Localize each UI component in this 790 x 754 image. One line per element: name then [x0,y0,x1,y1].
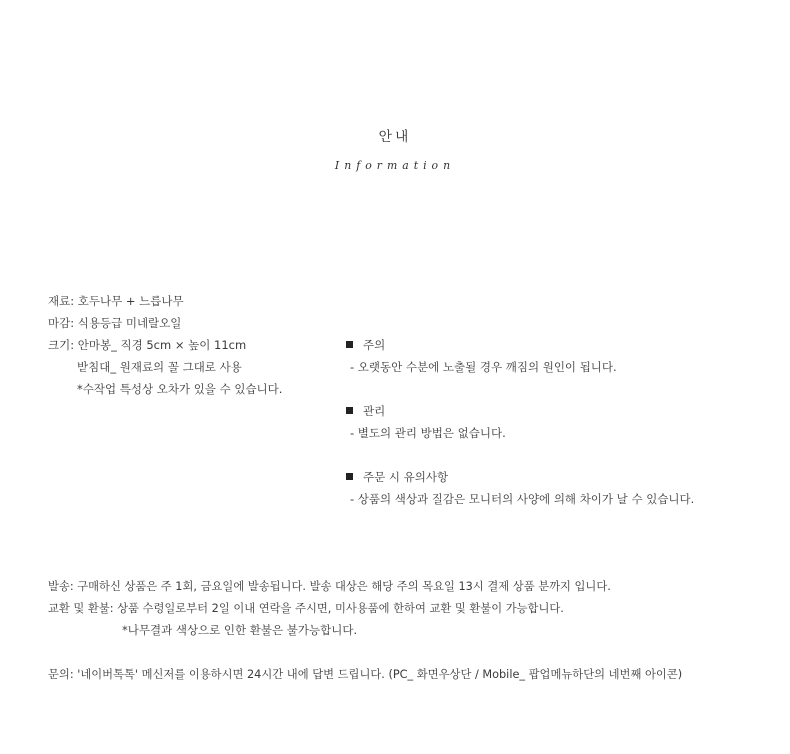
notice-text-caution: - 오랫동안 수분에 노출될 경우 깨짐의 원인이 됩니다. [350,360,617,374]
notice-heading-label: 주의 [363,338,386,352]
shipping-delivery: 발송: 구매하신 상품은 주 1회, 금요일에 발송됩니다. 발송 대상은 해당 주의 목요일 13시 결제 상품 분까지 입니다. [48,580,611,593]
notice-heading-label: 관리 [363,404,386,418]
page-title: 안내 [378,129,412,145]
spec-size: 크기: 안마봉_ 직경 5cm × 높이 11cm [48,338,247,352]
notice-heading-order [346,472,448,484]
spec-stand: 받침대_ 원재료의 꼴 그대로 사용 [77,360,242,374]
shipping-exchange-note: *나무결과 색상으로 인한 환불은 불가능합니다. [122,623,358,637]
notice-text-order: - 상품의 색상과 질감은 모니터의 사양에 의해 차이가 날 수 있습니다. [350,492,695,506]
square-bullet-icon [346,407,353,414]
shipping-exchange: 교환 및 환불: 상품 수령일로부터 2일 이내 연락을 주시면, 미사용품에 한하여 교환 및 환불이 가능합니다. [48,602,564,615]
spec-note: *수작업 특성상 오차가 있을 수 있습니다. [77,382,283,396]
notice-text-care: - 별도의 관리 방법은 없습니다. [350,426,506,440]
notice-heading-caution [346,340,385,352]
notice-heading-care [346,406,385,418]
spec-finish: 마감: 식용등급 미네랄오일 [48,316,182,330]
square-bullet-icon [346,341,353,348]
notice-heading-label: 주문 시 유의사항 [363,470,449,484]
spec-material: 재료: 호두나무 + 느릅나무 [48,294,184,308]
page-subtitle: Information [334,159,456,172]
square-bullet-icon [346,473,353,480]
shipping-inquiry: 문의: '네이버톡톡' 메신저를 이용하시면 24시간 내에 답변 드립니다. (PC_ 화면우상단 / Mobile_ 팝업메뉴하단의 네번째 아이콘) [48,668,683,681]
